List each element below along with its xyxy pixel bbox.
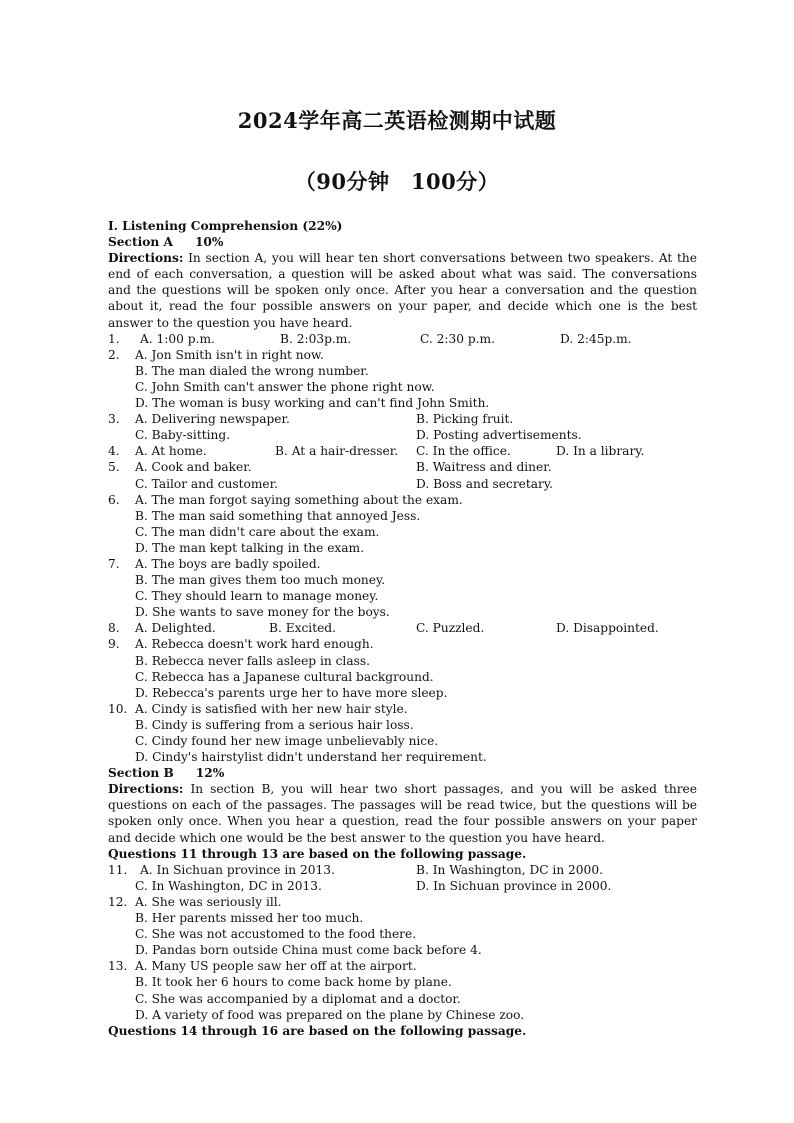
question-3: 3. A. Delivering newspaper. B. Picking fruit. xyxy=(108,412,514,427)
question-10: 10. A. Cindy is satisfied with her new hair style. xyxy=(108,701,408,716)
question-7: 7. A. The boys are badly spoiled. xyxy=(108,556,321,571)
page-subtitle: （90分钟 100分） xyxy=(294,169,500,194)
q10-option-c: C. Cindy found her new image unbelievably nice. xyxy=(135,734,439,748)
question-9: 9. A. Rebecca doesn't work hard enough. xyxy=(108,637,374,652)
question-13: 13. A. Many US people saw her off at the airport. xyxy=(108,959,417,974)
passage-1-heading: Questions 11 through 13 are based on the following passage. xyxy=(108,846,527,861)
passage-2-heading: Questions 14 through 16 are based on the following passage. xyxy=(108,1023,527,1038)
q12-option-b: B. Her parents missed her too much. xyxy=(135,911,364,926)
q9-option-c: C. Rebecca has a Japanese cultural background. xyxy=(135,669,434,684)
q6-option-d: D. The man kept talking in the exam. xyxy=(135,540,364,555)
q3-row-2: C. Baby-sitting. D. Posting advertisements. xyxy=(135,428,582,443)
question-6: 6. A. The man forgot saying something about the exam. xyxy=(108,492,463,507)
q2-option-c: C. John Smith can't answer the phone right now. xyxy=(135,379,435,394)
q6-option-c: C. The man didn't care about the exam. xyxy=(135,524,380,539)
q13-option-c: C. She was accompanied by a diplomat and a doctor. xyxy=(135,991,461,1006)
question-11: 11. A. In Sichuan province in 2013. B. In Washington, DC in 2000. xyxy=(108,862,603,877)
exam-body xyxy=(108,218,697,1039)
section-a-heading: Section A 10% xyxy=(108,235,224,250)
page-title: 2024学年高二英语检测期中试题 xyxy=(237,108,557,133)
q7-option-b: B. The man gives them too much money. xyxy=(135,573,386,588)
q11-row-2: C. In Washington, DC in 2013. D. In Sichuan province in 2000. xyxy=(135,878,612,893)
question-8: 8. A. Delighted. B. Excited. C. Puzzled. D. Disappointed. xyxy=(108,621,659,636)
question-1: 1. A. 1:00 p.m. B. 2:03p.m. C. 2:30 p.m. D. 2:45p.m. xyxy=(108,331,632,346)
q7-option-d: D. She wants to save money for the boys. xyxy=(135,605,390,620)
q13-option-d: D. A variety of food was prepared on the plane by Chinese zoo. xyxy=(135,1007,525,1022)
q10-option-d: D. Cindy's hairstylist didn't understand her requirement. xyxy=(135,750,487,765)
q9-option-b: B. Rebecca never falls asleep in class. xyxy=(135,653,370,668)
q7-option-c: C. They should learn to manage money. xyxy=(135,589,379,604)
section-b-heading: Section B 12% xyxy=(108,766,225,781)
q9-option-d: D. Rebecca's parents urge her to have more sleep. xyxy=(135,685,448,700)
q2-option-b: B. The man dialed the wrong number. xyxy=(135,363,369,378)
q6-option-b: B. The man said something that annoyed Jess. xyxy=(135,508,421,523)
question-2: 2. A. Jon Smith isn't in right now. xyxy=(108,347,324,362)
q12-option-c: C. She was not accustomed to the food there. xyxy=(135,927,417,942)
part-heading: Ⅰ. Listening Comprehension (22%) xyxy=(108,219,343,233)
question-4: 4. A. At home. B. At a hair-dresser. C. In the office. D. In a library. xyxy=(108,444,645,459)
directions-b: Directions: In section B, you will hear two short passages, and you will be asked three questions on each of the passages. The passages will be read twice, but the questions will be spoken only once. When you hear a question, read the four possible answers on your paper and decide which one would be the best answer to the question you have heard. xyxy=(108,782,697,845)
q2-option-d: D. The woman is busy working and can't find John Smith. xyxy=(135,396,490,411)
q5-row-2: C. Tailor and customer. D. Boss and secretary. xyxy=(135,476,554,491)
q13-option-b: B. It took her 6 hours to come back home by plane. xyxy=(135,975,452,990)
directions-a: Directions: In section A, you will hear ten short conversations between two speakers. At the end of each conversation, a question will be asked about what was said. The conversations and the questions will be spoken only once. After you hear a conversation and the question about it, read the four possible answers on your paper, and decide which one is the best answer to the question you have heard. xyxy=(108,251,697,330)
question-5: 5. A. Cook and baker. B. Waitress and diner. xyxy=(108,460,552,475)
question-12: 12. A. She was seriously ill. xyxy=(108,894,282,909)
q12-option-d: D. Pandas born outside China must come back before 4. xyxy=(135,943,482,958)
q10-option-b: B. Cindy is suffering from a serious hair loss. xyxy=(135,717,414,732)
